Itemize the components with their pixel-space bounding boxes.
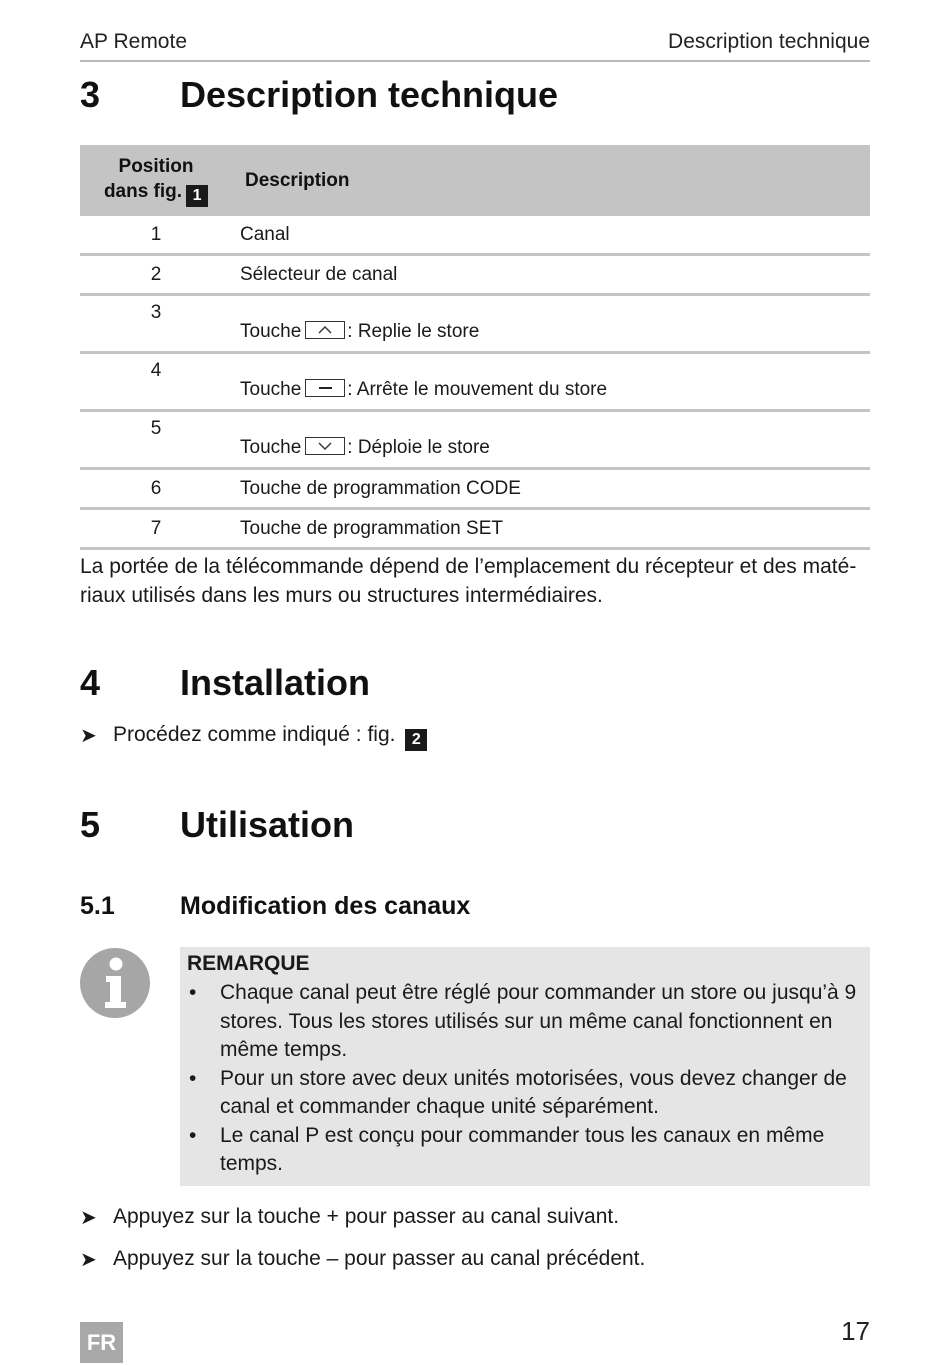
minus-icon [305, 379, 345, 397]
step-arrow-icon: ➤ [80, 1207, 97, 1229]
figure-reference-badge: 2 [405, 729, 427, 751]
section-title: Utilisation [180, 804, 355, 845]
section-title: Installation [180, 662, 371, 703]
column-header-position: Position dans fig. 1 [80, 145, 232, 216]
section-number: 5.1 [80, 892, 115, 920]
range-paragraph: La portée de la télécommande dépend de l’emplacement du récepteur et des maté- riaux utilisés dans les murs ou structures intermédiaires. [80, 555, 857, 607]
page-number: 17 [841, 1316, 870, 1346]
table-row [80, 216, 870, 255]
list-item: • Pour un store avec deux unités motorisées, vous devez changer de canal et commander chaque unité séparément. [189, 1066, 847, 1118]
note-list [180, 979, 860, 1179]
list-item: • Chaque canal peut être réglé pour commander un store ou jusqu’à 9 stores. Tous les stores utilisés sur un même canal fonctionnent en même temps. [189, 981, 857, 1061]
section-number: 3 [80, 74, 101, 115]
technical-description-table [80, 145, 870, 550]
column-header-description: Description [232, 145, 870, 216]
row-description: Touche : Arrête le mouvement du store [232, 353, 870, 411]
table-row [80, 469, 870, 509]
row-position: 7 [80, 509, 232, 549]
header-section-name: Description technique [668, 30, 870, 53]
row-description: Touche : Replie le store [232, 295, 870, 353]
chevron-up-icon [305, 321, 345, 339]
row-position: 6 [80, 469, 232, 509]
table-row [80, 509, 870, 549]
step-arrow-icon: ➤ [80, 725, 97, 747]
figure-reference-badge: 1 [186, 185, 208, 207]
row-description: Touche : Déploie le store [232, 411, 870, 469]
note-title: REMARQUE [187, 952, 310, 975]
step-text: Procédez comme indiqué : fig. [113, 723, 396, 746]
list-item: • Le canal P est conçu pour commander tous les canaux en même temps. [189, 1123, 825, 1175]
chevron-down-icon [305, 437, 345, 455]
row-description: Touche de programmation SET [232, 509, 870, 549]
row-description: Sélecteur de canal [232, 255, 870, 295]
table-row [80, 255, 870, 295]
section-number: 4 [80, 662, 101, 703]
row-position: 4 [80, 353, 232, 411]
table-row [80, 295, 870, 353]
header-product-name: AP Remote [80, 30, 187, 53]
note-box [180, 947, 870, 1186]
row-position: 3 [80, 295, 232, 353]
table-row [80, 411, 870, 469]
row-position: 2 [80, 255, 232, 295]
language-badge: FR [80, 1322, 123, 1363]
section-title: Description technique [180, 74, 559, 115]
page-header [80, 28, 870, 62]
step-arrow-icon: ➤ [80, 1249, 97, 1271]
step-text: Appuyez sur la touche + pour passer au canal suivant. [113, 1205, 620, 1228]
row-description: Touche de programmation CODE [232, 469, 870, 509]
section-title: Modification des canaux [180, 892, 471, 920]
row-position: 5 [80, 411, 232, 469]
section-number: 5 [80, 804, 101, 845]
info-icon [79, 947, 151, 1019]
table-row [80, 353, 870, 411]
row-description: Canal [232, 216, 870, 255]
step-text: Appuyez sur la touche – pour passer au canal précédent. [113, 1247, 646, 1270]
row-position: 1 [80, 216, 232, 255]
table-header-row [80, 145, 870, 216]
